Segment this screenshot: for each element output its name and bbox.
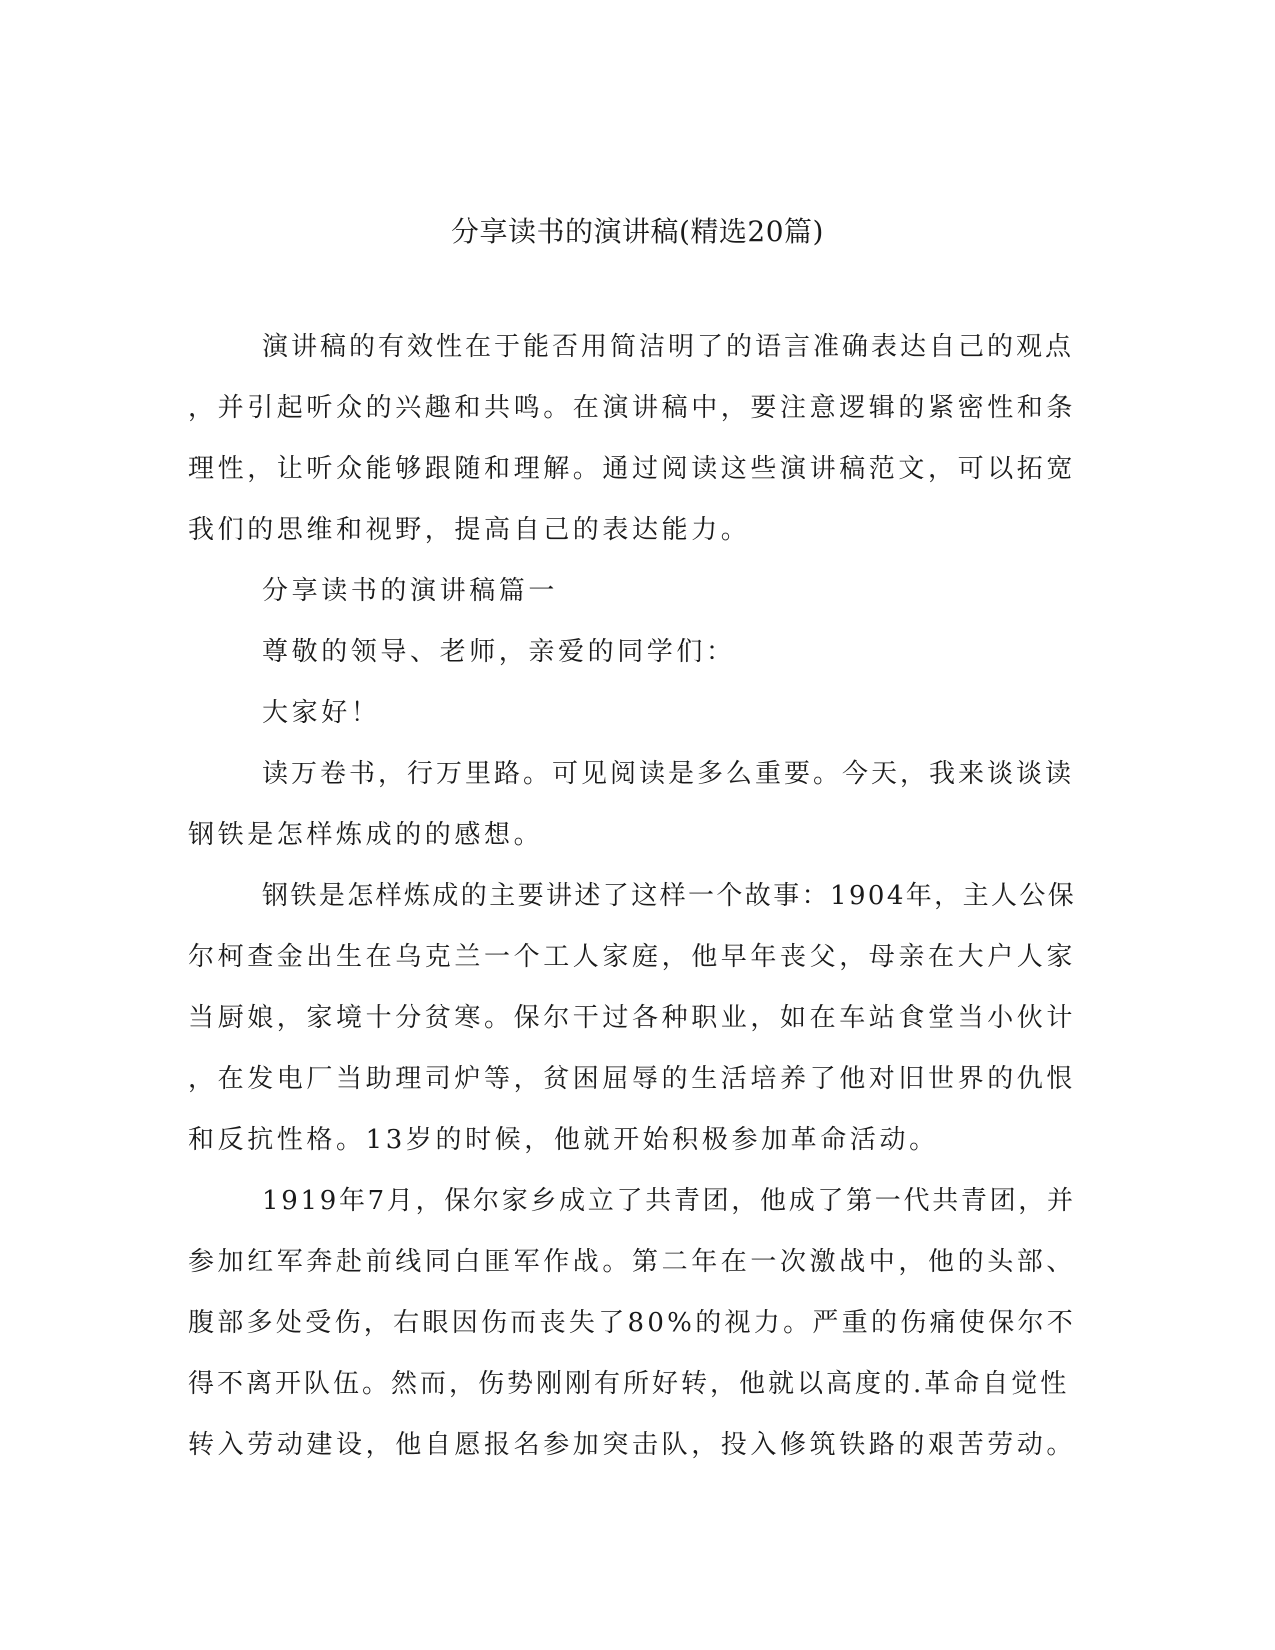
text-line: ，在发电厂当助理司炉等，贫困屈辱的生活培养了他对旧世界的仇恨 (188, 1064, 1077, 1094)
text-line: 演讲稿的有效性在于能否用简洁明了的语言准确表达自己的观点 (262, 332, 1075, 362)
text-line: 1919年7月，保尔家乡成立了共青团，他成了第一代共青团，并 (262, 1186, 1076, 1216)
text-line: 我们的思维和视野，提高自己的表达能力。 (188, 515, 751, 545)
text-line: 尔柯查金出生在乌克兰一个工人家庭，他早年丧父，母亲在大户人家 (188, 942, 1077, 972)
text-line: 读万卷书，行万里路。可见阅读是多么重要。今天，我来谈谈读 (262, 759, 1075, 789)
text-line: 和反抗性格。13岁的时候，他就开始积极参加革命活动。 (188, 1125, 939, 1155)
text-line: 钢铁是怎样炼成的的感想。 (188, 820, 544, 850)
text-line: 理性，让听众能够跟随和理解。通过阅读这些演讲稿范文，可以拓宽 (188, 454, 1077, 484)
text-line: 分享读书的演讲稿篇一 (262, 576, 559, 606)
text-line: 大家好！ (262, 698, 381, 728)
text-line: 钢铁是怎样炼成的主要讲述了这样一个故事：1904年，主人公保 (262, 881, 1077, 911)
text-line: 转入劳动建设，他自愿报名参加突击队，投入修筑铁路的艰苦劳动。 (188, 1430, 1077, 1460)
document-body (188, 330, 1078, 1489)
text-line: ，并引起听众的兴趣和共鸣。在演讲稿中，要注意逻辑的紧密性和条 (188, 393, 1077, 423)
text-line: 尊敬的领导、老师，亲爱的同学们： (262, 637, 736, 667)
text-line: 当厨娘，家境十分贫寒。保尔干过各种职业，如在车站食堂当小伙计 (188, 1003, 1077, 1033)
text-line: 得不离开队伍。然而，伤势刚刚有所好转，他就以高度的.革命自觉性 (188, 1369, 1070, 1399)
document-title: 分享读书的演讲稿(精选20篇) (451, 215, 824, 248)
text-line: 参加红军奔赴前线同白匪军作战。第二年在一次激战中，他的头部、 (188, 1247, 1077, 1277)
text-line: 腹部多处受伤，右眼因伤而丧失了80%的视力。严重的伤痛使保尔不 (188, 1308, 1077, 1338)
